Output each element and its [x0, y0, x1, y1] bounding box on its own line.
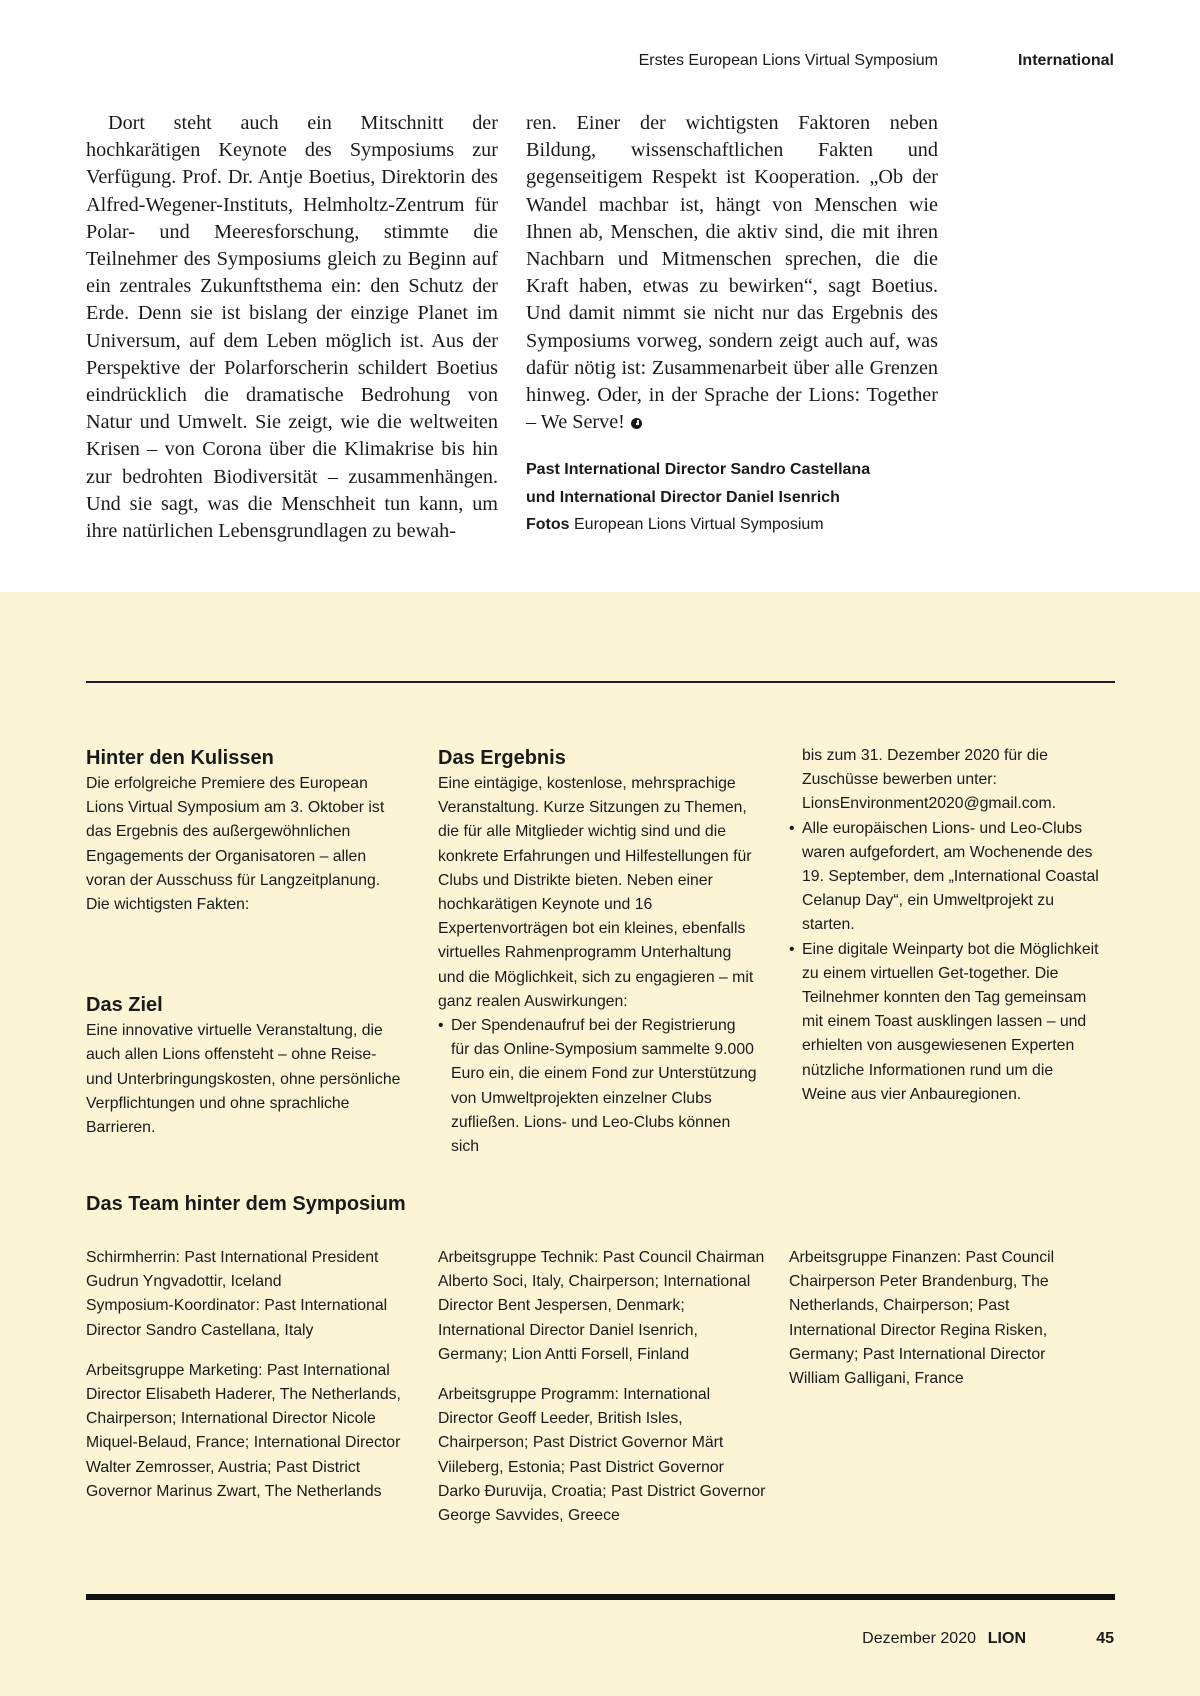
team-entry: Arbeitsgruppe Programm: International Director Geoff Leeder, British Isles, Chairperson; Past District Governor Märt Viileberg, Estonia; Past District Governor Darko Đuruvija, Croatia; Past District Governor George Savvides, Greece — [438, 1386, 766, 1525]
article-column-right — [526, 110, 938, 539]
team-entry: Arbeitsgruppe Finanzen: Past Council Chairperson Peter Brandenburg, The Netherlands, Chairperson; Past International Director Regina Risken, Germany; Past International Director William Galligani, France — [789, 1249, 1055, 1388]
team-heading: Das Team hinter dem Symposium — [86, 1193, 406, 1215]
team-column-3 — [789, 1246, 1099, 1407]
author-line: Past International Director Sandro Castellana — [526, 461, 871, 479]
list-item: • Alle europäischen Lions- und Leo-Clubs waren aufgefordert, am Wochenende des 19. September, dem „International Coastal Celanup Day“, ein Umweltprojekt zu starten. — [789, 817, 1099, 938]
page-footer — [0, 1630, 1200, 1654]
list-item: • Eine digitale Weinparty bot die Möglichkeit zu einem virtuellen Get-together. Die Teilnehmer konnten den Tag gemeinsam mit einem Toast ausklingen lassen – und erhielten von ausgewiesenen Experten nützliche Informationen rund um die Weine aus vier Anbauregionen. — [789, 938, 1099, 1107]
section-heading: Hinter den Kulissen — [86, 747, 274, 769]
header-section: International — [1017, 52, 1114, 69]
section-text: Eine eintägige, kostenlose, mehrsprachige Veranstaltung. Kurze Sitzungen zu Themen, die für alle Mitglieder wichtig sind und die konkrete Erfahrungen und Hilfestellungen für Clubs und Distrikte bieten. Neben einer hochkarätigen Keynote und 16 Expertenvorträgen bot ein kleines, ebenfalls virtuelles Rahmenprogramm Unterhaltung und die Möglichkeit, sich zu engagieren – mit ganz realen Auswirkungen: — [438, 775, 754, 1010]
bullet-list — [438, 1014, 758, 1159]
article-end-icon — [631, 418, 642, 429]
photo-credit-label: Fotos — [526, 516, 570, 534]
page-number: 45 — [1096, 1630, 1114, 1647]
article-column-left — [86, 110, 498, 545]
list-item: • Der Spendenaufruf bei der Registrierung für das Online-Symposium sammelte 9.000 Euro ein, die einem Fond zur Unterstützung von Umweltprojekten einzelner Clubs zufließen. Lions- und Leo-Clubs können sich — [438, 1014, 758, 1159]
section-text: Eine innovative virtuelle Veranstaltung, die auch allen Lions offensteht – ohne Reise- und Unterbringungskosten, ohne persönliche Verpflichtungen und ohne sprachliche Barrieren. — [86, 1022, 401, 1137]
article-paragraph: Dort steht auch ein Mitschnitt der hochkarätigen Keynote des Symposiums zur Verfügung. Prof. Dr. Antje Boetius, Direktorin des Alfred-Wegener-Instituts, Helmholtz-Zentrum für Polar- und Meeresforschung, stimmte die Teilnehmer des Symposiums gleich zu Beginn auf ein zentrales Zukunftsthema ein: den Schutz der Erde. Denn sie ist bislang der einzige Planet im Universum, auf dem Leben möglich ist. Aus der Perspektive der Polarforscherin schildert Boetius eindrücklich die dramatische Bedrohung von Natur und Umwelt. Sie zeigt, wie die weltweiten Krisen – von Corona über die Klimakrise bis hin zur bedrohten Biodiversität – zusammenhängen. Und sie sagt, was die Menschheit tun kann, um ihre natürlichen Lebensgrundlagen zu bewah- — [86, 112, 498, 543]
team-entry: Arbeitsgruppe Technik: Past Council Chairman Alberto Soci, Italy, Chairperson; International Director Bent Jespersen, Denmark; International Director Daniel Isenrich, Germany; Lion Antti Forsell, Finland — [438, 1249, 765, 1363]
info-column-3 — [789, 744, 1099, 1107]
divider — [86, 1594, 1115, 1600]
section-heading: Das Ergebnis — [438, 747, 566, 769]
section-heading: Das Ziel — [86, 994, 163, 1017]
article-paragraph — [526, 110, 938, 436]
team-entry: Arbeitsgruppe Marketing: Past International Director Elisabeth Haderer, The Netherlands, Chairperson; International Director Nicole Miquel-Belaud, France; International Director Walter Zemrosser, Austria; Past District Governor Marinus Zwart, The Netherlands — [86, 1361, 401, 1500]
divider — [86, 681, 1115, 683]
running-header — [0, 52, 1200, 76]
team-entry: Schirmherrin: Past International President Gudrun Yngvadottir, Iceland — [86, 1249, 379, 1291]
article-paragraph-text: ren. Einer der wichtigsten Faktoren neben Bildung, wissenschaftlichen Fakten und gegenseitigem Respekt ist Kooperation. „Ob der Wandel machbar ist, hängt von Menschen wie Ihnen ab, Menschen, die aktiv sind, die mit ihren Nachbarn und Mitmenschen sprechen, die die Kraft haben, etwas zu bewirken“, sagt Boetius. Und damit nimmt sie nicht nur das Ergebnis des Symposiums vorweg, sondern zeigt auch auf, was dafür nötig ist: Zusammenarbeit über alle Grenzen hinweg. Oder, in der Sprache der Lions: Together – We Serve! — [526, 112, 938, 434]
info-column-2 — [438, 744, 758, 1159]
info-box — [0, 592, 1200, 1696]
info-column-1 — [86, 744, 406, 1140]
team-entry: Symposium-Koordinator: Past International Director Sandro Castellana, Italy — [86, 1297, 388, 1339]
author-line: und International Director Daniel Isenrich — [526, 488, 840, 506]
section-text: Die wichtigsten Fakten: — [86, 896, 250, 914]
photo-credit — [526, 511, 938, 539]
team-column-2 — [438, 1246, 768, 1544]
footer-issue: Dezember 2020 — [862, 1630, 976, 1647]
article-credits — [526, 456, 938, 539]
bullet-list — [789, 817, 1099, 1107]
section-text: Die erfolgreiche Premiere des European Lions Virtual Symposium am 3. Oktober ist das Ergebnis des außergewöhnlichen Engagements der Organisatoren – allen voran der Ausschuss für Langzeitplanung. — [86, 775, 385, 889]
section-text: bis zum 31. Dezember 2020 für die Zuschüsse bewerben unter: LionsEnvironment2020@gmail.com. — [802, 747, 1056, 813]
photo-credit-text: European Lions Virtual Symposium — [569, 516, 824, 534]
team-column-1 — [86, 1246, 416, 1520]
header-title: Erstes European Lions Virtual Symposium — [638, 52, 938, 69]
footer-magazine: LION — [987, 1630, 1026, 1647]
